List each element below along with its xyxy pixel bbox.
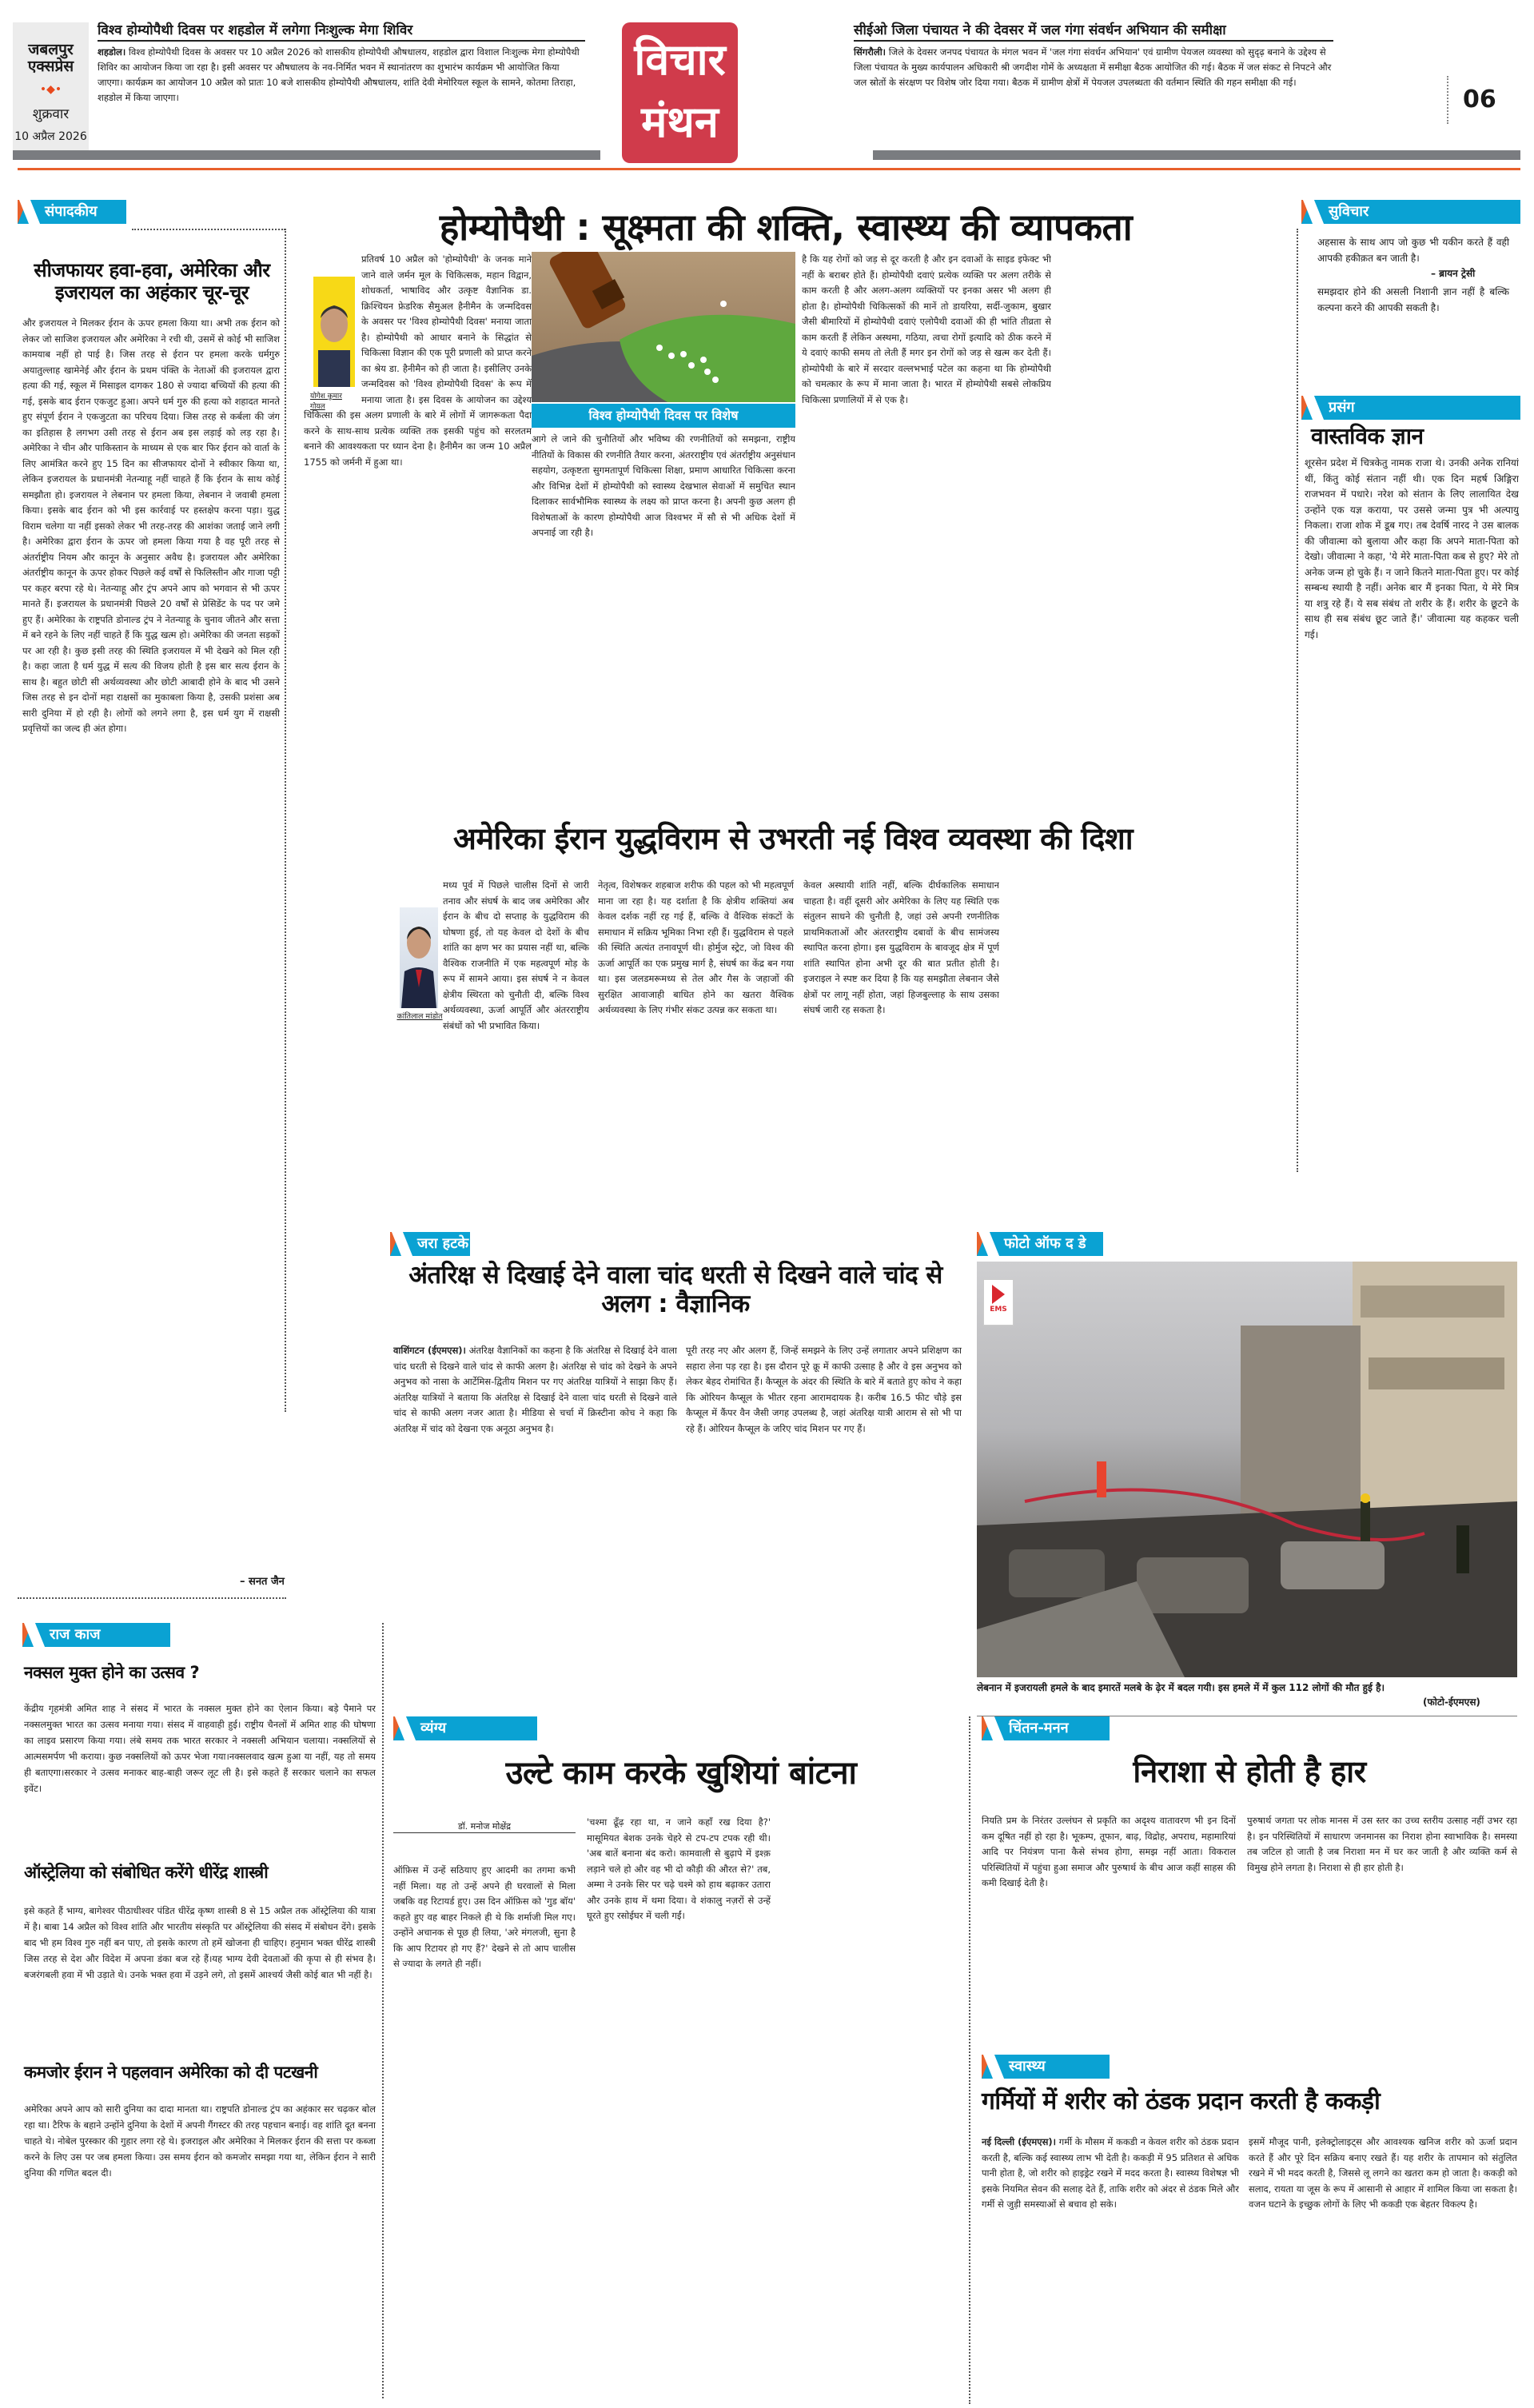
tag-zara-hatke: जरा हटके [390, 1232, 470, 1256]
divider [18, 1597, 286, 1599]
photo-credit: (फोटो-ईएमएस) [1423, 1696, 1480, 1708]
ceasefire-col1-text: मध्य पूर्व में पिछले चालीस दिनों से जारी तनाव और संघर्ष के बाद जब अमेरिका और ईरान के बीच दो सप्ताह के युद्धविराम की घोषणा हुई, तो यह केवल दो देशों के बीच शांति का क्षण भर का प्रयास नहीं था, बल्कि वैश्विक राजनीति में एक महत्वपूर्ण मोड़ के रूप में सामने आया। इस संघर्ष ने न केवल क्षेत्रीय स्थिरता को चुनौती दी, बल्कि विश्व अर्थव्यवस्था, ऊर्जा आपूर्ति और अंतरराष्ट्रीय संबंधों को भी प्रभावित किया। [443, 879, 589, 1031]
masthead-date-box [13, 22, 89, 150]
homeopathy-col1-text: प्रतिवर्ष 10 अप्रैल को 'होम्योपैथी' के जनक माने जाने वाले जर्मन मूल के चिकित्सक, महान विद्वान, शोधकर्ता, भाषाविद और उत्कृष्ट वैज्ञानिक डा. क्रिश्चियन फ्रेडरिक सैमुअल हैनीमैन के जन्मदिवस के अवसर पर 'विश्व होम्योपैथी दिवस' मनाया जाता है। होम्योपैथी को आधार बनाने के सिद्धांत से चिकित्सा विज्ञान की एक पूरी प्रणाली को प्राप्त करने का श्रेय डा. हैनीमैन को ही जाता है। इसीलिए उनके जन्मदिवस को 'विश्व होम्योपैथी दिवस' के रूप में मनाया जाता है। इस दिवस के आयोजन का उद्देश्य चिकित्सा की इस अलग प्रणाली के बारे में लोगों में जागरूकता पैदा करने के साथ-साथ प्रत्येक व्यक्ति तक इसकी पहुंच को सरलतम बनाने की आवश्यकता पर ध्यान देना है। हैनीमैन का जन्म 10 अप्रैल 1755 को जर्मनी में हुआ था। [304, 253, 532, 468]
ceasefire-headline[interactable]: अमेरिका ईरान युद्धविराम से उभरती नई विश्व व्यवस्था की दिशा [452, 821, 1134, 856]
vyangya-col2: 'चश्मा ढूँढ़ रहा था, न जाने कहाँ रख दिया है?' मासूमियत बेशक उनके चेहरे से टप-टप टपक रही थी। 'अब बातें बनाना बंद करो। कामवाली से बुढ़ापे में इश्क़ लड़ाने चले हो और वह भी दो कौड़ी की औरत से?' तब, अम्मा ने उनके सिर पर चढ़े चश्मे को हाथ बढ़ाकर उतारा और उनके हाथ में थमा दिया। वे शंकालु नज़रों से उन्हें घूरते हुए रसोईघर में चली गईं। [587, 1816, 771, 1921]
brief-left-headline[interactable]: विश्व होम्योपैथी दिवस पर शहडोल में लगेगा निःशुल्क मेगा शिविर [98, 22, 585, 42]
tag-chintan-manan: चिंतन-मनन [982, 1716, 1110, 1740]
photo-float-spacer [304, 252, 361, 400]
suvichar-quote-1: अहसास के साथ आप जो कुछ भी यकीन करते हैं वही आपकी हकीक़त बन जाती है। [1317, 237, 1509, 264]
tag-swasthya: स्वास्थ्य [982, 2055, 1110, 2079]
diamond-ornament-icon: •◆• [39, 82, 62, 96]
tag-suvichar: सुविचार [1301, 200, 1520, 224]
swasthya-headline[interactable]: गर्मियों में शरीर को ठंडक प्रदान करती है ककड़ी [982, 2087, 1381, 2115]
moon-col1-text: अंतरिक्ष वैज्ञानिकों का कहना है कि अंतरिक्ष से दिखाई देने वाला चांद धरती से दिखने वाले चांद से काफी अलग है। अंतरिक्ष से चांद को देखने के अपने अनुभव को नासा के आर्टेमिस-द्वितीय मिशन पर गए अंतरिक्ष यात्रियों ने साझा किए हैं। अंतरिक्ष यात्रियों ने बताया कि अंतरिक्ष से दिखाई देने वाला चांद धरती से दिखने वाले चांद से काफी अलग नजर आता है। मीडिया से चर्चा में क्रिस्टीना कोच ने कहा कि अंतरिक्ष में चांद को देखना एक अनूठा अनुभव है। [393, 1345, 677, 1434]
ems-logo-icon [992, 1285, 1005, 1304]
homeopathy-headline[interactable]: होम्योपैथी : सूक्ष्मता की शक्ति, स्वास्थ्य की व्यापकता [439, 205, 1133, 249]
swasthya-col1-text: गर्मी के मौसम में ककडी न केवल शरीर को ठंडक प्रदान करती है, बल्कि कई स्वास्थ्य लाभ भी देती है। ककड़ी में 95 प्रतिशत से अधिक पानी होता है, जो शरीर को हाइड्रेट रखने में मदद करता है। स्वास्थ्य विशेषज्ञ भी इसके नियमित सेवन की सलाह देते हैं, ताकि शरीर को अंदर से ठंडक मिले और गर्मी से जुड़ी समस्याओं से बचाव हो सके। [982, 2136, 1239, 2210]
rajkaaj-body-2: इसे कहते हैं भाग्य, बागेश्वर पीठाधीश्वर पंडित धीरेंद्र कृष्ण शास्त्री 8 से 15 अप्रैल तक ऑस्ट्रेलिया की यात्रा में है। बाबा 14 अप्रैल को विश्व शांति और भारतीय संस्कृति पर ऑस्ट्रेलिया की संसद में संबोधन देंगे। इसके बाद भी हम विश्व गुरु नहीं बन पाए, तो इसके कारण तो हमें खोजना ही चाहिए। हनुमान भक्त धीरेंद्र शास्त्री जिस तरह से देश और विदेश में अपना डंका बज रहे हैं।यह भाग्य देवी देवताओं की कृपा से ही संभव है। बजरंगबली हवा में भी उड़ाते थे। उनके भक्त हवा में उड़ने लगे, तो इसमें आश्चर्य जैसी कोई बात भी नहीं है। [24, 1905, 376, 1980]
swasthya-col2: इसमें मौजूद पानी, इलेक्ट्रोलाइट्स और आवश्यक खनिज शरीर को ऊर्जा प्रदान करते हैं और पूरे दिन सक्रिय बनाए रखते हैं। यह शरीर के तापमान को संतुलित रखने में भी मदद करती है, जिससे लू लगने का खतरा कम हो जाता है। ककड़ी को सलाद, रायता या जूस के रूप में आसानी से आहार में शामिल किया जा सकता है। वजन घटाने के इच्छुक लोगों के लिए भी ककडी एक बेहतर विकल्प है। [1249, 2136, 1517, 2210]
rajkaaj-headline-1[interactable]: नक्सल मुक्त होने का उत्सव ? [24, 1663, 200, 1682]
photo-caption: लेबनान में इजरायली हमले के बाद इमारतें मलबे के ढ़ेर में बदल गयी। इस हमले में में कुल 112 लोगों की मौत हुई है। [977, 1682, 1385, 1693]
ems-badge-text: EMS [990, 1306, 1007, 1314]
brief-left-dateline: शहडोल। [98, 46, 126, 58]
tag-vyangya: व्यंग्य [393, 1716, 537, 1740]
editorial-author: – सनत जैन [240, 1576, 285, 1588]
homeopathy-author: योगेश कुमार गोयल [310, 393, 342, 411]
editorial-headline[interactable]: सीजफायर हवा-हवा, अमेरिका और इजरायल का अहंकार चूर-चूर [34, 259, 270, 304]
ceasefire-col1 [393, 878, 589, 1218]
homeopathy-col3: है कि यह रोगों को जड़ से दूर करती है और इन दवाओं के साइड इफेक्ट भी नहीं के बराबर होते हैं। होम्योपैथी दवाएं प्रत्येक व्यक्ति पर अलग तरीके से काम करती है और अलग-अलग व्यक्तियों पर इनका असर भी अलग ही होता है। होम्योपैथी चिकित्सकों की मानें तो डायरिया, सर्दी-जुकाम, बुखार जैसी बीमारियों में होम्योपैथी दवाएं एलोपैथी दवाओं की ही भांति तीव्रता से काम करती हैं लेकिन अस्थमा, गठिया, त्वचा रोगों इत्यादि को ठीक करने में ये दवाएं काफी समय तो लेती हैं मगर इन रोगों को जड़ से खत्म कर देती हैं। होम्योपैथी के बारे में सरदार वल्लभभाई पटेल का कहना था कि होम्योपैथी को चमत्कार के रूप में माना जाता है। भारत में होम्योपैथी सबसे लोकप्रिय चिकित्सा प्रणालियों में से एक है। [802, 253, 1051, 405]
swasthya-col1 [982, 2135, 1239, 2398]
page-number: 06 [1447, 76, 1496, 124]
editorial-body: और इजरायल ने मिलकर ईरान के ऊपर हमला किया था। अभी तक ईरान को लेकर जो साजिश इजरायल और अमेरिका ने रची थी, उसमें से कोई भी साजिश कामयाब नहीं हो पाई है। जिस तरह से ईरान पर हमला करके धर्मगुरु अयातुल्लाह खामेनेई और ईरान के प्रथम पंक्ति के नेताओं की इजरायल द्वारा हत्या की गई, स्कूल में मिसाइल दागकर 180 से ज्यादा बच्चियों की हत्या की गई, इसके बाद ईरान एकजुट हुआ। अपने धर्म गुरु की हत्या को शहादत मानते हुए संपूर्ण ईरान ने एकजुटता का परिचय दिया। जिस तरह से कर्बला की जंग का इतिहास है लगभग उसी तरह से ईरान अब इस लड़ाई को लड़ रहा है। अमेरिका ने चीन और पाकिस्तान के माध्यम से एक बार फिर ईरान को वार्ता के लिए आमंत्रित करने हुए 15 दिन का सीजफायर दोनों ने स्वीकार किया था, लेकिन इजरायल के प्रधानमंत्री नेतन्याहू नहीं चाहते हैं कि ईरान के साथ कोई समझौता हो। इजरायल ने लेबनान पर हमला किया, लेबनान ने जवाबी हमला किया। इसके बाद ईरान को भी इस कार्रवाई पर हस्तक्षेप करना पड़ा। युद्ध विराम चलेगा या नहीं इसको लेकर भी तरह-तरह की आशंका जताई जाने लगी है। अमेरिका द्वारा ईरान के ऊपर जो हमला किया गया है वह पूरी तरह से अंतर्राष्ट्रीय नियम और कानून के अनुसार अवैध है। इजरायल और अमेरिका अंतर्राष्ट्रीय कानून के ऊपर होकर पिछले कई वर्षों से फिलिस्तीन और गाजा पट्टी पर कहर बरपा रहे थे। नेतन्याहू और ट्रंप अपने आप को भगवान से भी ऊपर मानते हैं। इजरायल के प्रधानमंत्री पिछले 20 वर्षों से प्रेसिडेंट के पद पर जमे हुए हैं। अमेरिका के राष्ट्रपति डोनाल्ड ट्रंप ने नेतन्याहू के चुनाव जीतने और सत्ता में बने रहने के लिए नहीं चाहते हैं कि युद्ध खत्म हो। अमेरिका की जनता सड़कों पर आ रही है। कुछ इसी तरह की स्थिति इजरायल में भी देखने को मिल रही है। कहा जाता है धर्म युद्ध में सत्य की विजय होती है इस बार सत्य ईरान के साथ है। बहुत छोटी सी अर्थव्यवस्था और छोटी आबादी होने के बाद भी उसने जिस तरह से इन दोनों महा राक्षसों का मुकाबला किया है, उसकी प्रशंसा अब सारी दुनिया में हो रही है। लोगों को लगने लगा है, इस धर्म युग में राक्षसी प्रवृत्तियों का जल्द ही अंत होगा। [22, 317, 280, 734]
ems-badge [983, 1279, 1014, 1326]
masthead-day: शुक्रवार [32, 106, 70, 122]
prasang-body: शूरसेन प्रदेश में चित्रकेतु नामक राजा थे। उनकी अनेक रानियां थीं, किंतु कोई संतान नहीं थी। एक दिन महर्ष अिङ्गिरा राजभवन में पधारे। नरेश को संतान के लिए लालायित देख उन्होंने एक यज्ञ कराया, पर उससे जन्मा पुत्र भी अल्पायु निकला। राजा शोक में डूब गए। तब देवर्षि नारद ने उस बालक की जीवात्मा को बुलाया और कहा कि अपने माता-पिता को देखो। जीवात्मा ने कहा, 'ये मेरे माता-पिता कब से हुए? मेरे तो अनेक जन्म हो चुके हैं। न जाने कितने माता-पिता हुए। पर कोई सम्बन्ध स्थायी है नहीं। अनेक बार मैं इनका पिता, ये मेरे मित्र या शत्रु रहे हैं। ये सब संबंध तो शरीर के हैं। शरीर के छूटने के साथ ही सब संबंध छूट जाते हैं।' जीवात्मा यह कहकर चली गई। [1305, 457, 1519, 640]
section-logo [622, 22, 738, 163]
homeopathy-bottle-leaf-illustration [532, 252, 795, 402]
moon-col1 [393, 1343, 677, 1687]
moon-col2: पूरी तरह नए और अलग हैं, जिन्हें समझने के लिए उन्हें लगातार अपने प्रशिक्षण का सहारा लेना पड़ रहा है। इस दौरान पूरे क्रू में काफी उत्साह है और वे इस अनुभव को लेकर बेहद रोमांचित हैं। कैप्सूल के अंदर की स्थिति के बारे में बताते हुए कोच ने कहा कि ओरियन कैप्सूल के भीतर रहना आरामदायक है। करीब 16.5 फीट चौड़े इस कैप्सूल में कैंपर वैन जैसी जगह उपलब्ध है, जहां अंतरिक्ष यात्री आराम से सो भी पा रहे हैं। ओरियन कैप्सूल के जरिए चांद मिशन पर गए हैं। [686, 1345, 962, 1434]
vyangya-headline[interactable]: उल्टे काम करके खुशियां बांटना [505, 1755, 857, 1792]
suvichar-quote-2: समझदार होने की असली निशानी ज्ञान नहीं है बल्कि कल्पना करने की आपकी सकती है। [1317, 286, 1509, 313]
brief-right-headline[interactable]: सीईओ जिला पंचायत ने की देवसर में जल गंगा संवर्धन अभियान की समीक्षा [854, 22, 1333, 42]
tag-editorial: संपादकीय [18, 200, 126, 224]
tag-prasang: प्रसंग [1301, 396, 1520, 420]
header-rule [18, 168, 1520, 170]
brief-right-dateline: सिंगरौली। [854, 46, 887, 58]
ceasefire-col4 [1009, 878, 1289, 1218]
moon-dateline: वाशिंगटन (ईएमएस)। [393, 1345, 466, 1356]
masthead-date: 10 अप्रैल 2026 [14, 130, 87, 143]
brief-left-text: विश्व होम्योपैथी दिवस के अवसर पर 10 अप्रैल 2026 को शासकीय होम्योपैथी औषधालय, शहडोल द्वारा विशाल निःशुल्क मेगा होम्योपैथी शिविर का आयोजन किया जा रहा है। इसी अवसर पर औषधालय के नव-निर्मित भवन में स्थानांतरण का शुभारंभ कार्यक्रम भी आयोजित किया जाएगा। कार्यक्रम का आयोजन 10 अप्रैल को प्रातः 10 बजे शासकीय होम्योपैथी औषधालय, शांति देवी मेमोरियल स्कूल के सामने, कोतमा तिराहा, शहडोल में किया जाएगा। [98, 46, 580, 104]
photo-float-spacer [393, 895, 443, 1047]
rajkaaj-headline-3[interactable]: कमजोर ईरान ने पहलवान अमेरिका को दी पटखनी [24, 2063, 318, 2082]
logo-line-2: मंथन [641, 97, 719, 147]
brief-right [854, 22, 1333, 90]
divider [132, 229, 285, 230]
header-gray-bar-left [13, 150, 600, 160]
divider [969, 1716, 970, 2404]
rubble-scene-illustration [977, 1262, 1517, 1677]
brief-left [98, 22, 585, 106]
homeopathy-image-caption: विश्व होम्योपैथी दिवस पर विशेष [532, 404, 795, 428]
chintan-col2: पुरुषार्थ जगता पर लोक मानस में उस स्तर का उच्च स्तरीय उत्साह नहीं उभर रहा है। इन परिस्थितियों में साधारण जनमानस का निराश होना स्वाभाविक है। समस्या तब जटिल हो जाती है जब निराशा मन में घर कर जाती है और व्यक्ति कर्म से विमुख होने लगता है। निराशा से ही हार होती है। [1247, 1815, 1517, 1873]
tag-raj-kaaj: राज काज [22, 1623, 170, 1647]
tag-photo-of-day: फोटो ऑफ द डे [977, 1232, 1103, 1256]
suvichar-quote-1-author: – ब्रायन ट्रेसी [1431, 268, 1476, 279]
homeopathy-col2: आगे ले जाने की चुनौतियों और भविष्य की रणनीतियों को समझना, राष्ट्रीय नीतियों के विकास की रणनीति तैयार करना, अंतरराष्ट्रीय एवं अंतर्राष्ट्रीय अनुसंधान सहयोग, उत्कृष्टता सुगमतापूर्ण चिकित्सा शिक्षा, प्रमाण आधारित चिकित्सा करना और विभिन्न देशों में होम्योपैथी को स्वास्थ्य देखभाल सेवाओं में समुचित स्थान दिलाकर सार्वभौमिक स्वास्थ्य के लक्ष्य को प्राप्त करना है। अपनी कुछ अलग ही विशेषताओं के कारण होम्योपैथी आज विश्वभर में सौ से भी अधिक देशों में अपनाई जा रही है। [532, 433, 795, 538]
logo-line-1: विचार [634, 34, 726, 85]
vyangya-col1: ऑफ़िस में उन्हें सठियाए हुए आदमी का तगमा कभी नहीं मिला। यह तो उन्हें अपने ही घरवालों से मिला जबकि वह रिटायर्ड हुए। उस दिन ऑफ़िस को 'गुड बॉय' कहते हुए वह बाहर निकले ही थे कि शर्माजी मिल गए। उन्होंने अचानक से पूछ ही लिया, 'अरे मंगलजी, सुना है कि आप रिटायर हो गए हैं?' देखने से तो आप चालीस से ज्यादा के लगते ही नहीं। [393, 1864, 576, 1969]
paper-name: जबलपुर एक्सप्रेस [27, 41, 74, 75]
chintan-headline[interactable]: निराशा से होती है हार [1133, 1754, 1366, 1789]
ceasefire-col3: केवल अस्थायी शांति नहीं, बल्कि दीर्घकालिक समाधान चाहता है। वहीं दूसरी ओर अमेरिका के लिए यह स्थिति एक संतुलन साधने की चुनौती है, जहां उसे अपनी रणनीतिक प्राथमिकताओं और अंतरराष्ट्रीय दबावों के बीच सामंजस्य स्थापित करना होगा। इस युद्धविराम के बावजूद क्षेत्र में पूर्ण शांति स्थापित होना अभी दूर की बात प्रतीत होती है। इजराइल ने स्पष्ट कर दिया है कि यह समझौता लेबनान जैसे क्षेत्रों पर लागू नहीं होता, जहां हिजबुल्लाह के साथ उसका संघर्ष जारी रह सकता है। [803, 879, 999, 1015]
header-gray-bar-right [873, 150, 1520, 160]
divider [285, 229, 286, 1412]
swasthya-dateline: नई दिल्ली (ईएमएस)। [982, 2136, 1057, 2147]
vyangya-author: डॉ. मनोज मोक्षेंद्र [393, 1819, 576, 1833]
homeopathy-image [532, 252, 795, 402]
chintan-col1: नियति प्रम के निरंतर उल्लंघन से प्रकृति का अदृश्य वातावरण भी इन दिनों कम दूषित नहीं हो रहा है। भूकम्प, तूफान, बाढ़, विद्रोह, अपराध, महामारियां आदि पर नियंत्रण पाना कैसे संभव होगा, समझ नहीं आता। विकराल परिस्थितियों में पहुंचा हुआ समाज और पुरुषार्थ के बीच आज कहीं साहस की कमी दिखाई देती है। [982, 1815, 1236, 1888]
homeopathy-col1 [304, 252, 532, 592]
moon-headline[interactable]: अंतरिक्ष से दिखाई देने वाला चांद धरती से दिखने वाले चांद से अलग : वैज्ञानिक [408, 1261, 942, 1318]
ceasefire-col2: नेतृत्व, विशेषकर शहबाज शरीफ की पहल को भी महत्वपूर्ण माना जा रहा है। यह दर्शाता है कि क्षेत्रीय शक्तियां अब केवल दर्शक नहीं रह गई हैं, बल्कि वे वैश्विक संकटों के समाधान में सक्रिय भूमिका निभा रही हैं। युद्धविराम से पहले की स्थिति अत्यंत तनावपूर्ण थी। होर्मुज स्ट्रेट, जो विश्व की ऊर्जा आपूर्ति का एक प्रमुख मार्ग है, संघर्ष का केंद्र बन गया था। इस जलडमरूमध्य से तेल और गैस के जहाजों की सुरक्षित आवाजाही बाधित होने का खतरा वैश्विक अर्थव्यवस्था के लिए गंभीर संकट उत्पन्न कर सकता था। [598, 879, 794, 1015]
prasang-headline[interactable]: वास्तविक ज्ञान [1311, 423, 1424, 449]
rajkaaj-body-1: केंद्रीय गृहमंत्री अमित शाह ने संसद में भारत के नक्सल मुक्त होने का ऐलान किया। बड़े पैमाने पर नक्सलमुक्त भारत का उत्सव मनाया गया। संसद में वाहवाही हुई। राष्ट्रीय चैनलों में अमित शाह की घोषणा का लाइव प्रसारण किया गया। लंबे समय तक भारत सरकार ने नक्सली अभियान चलाया। नक्सलियों से आत्मसमर्पण भी कराया। कुछ नक्सलियों को ऊपर भेजा गया।नक्सलवाद खत्म हुआ या नहीं, यह तो समय ही बताएगा।सरकार ने उत्सव मनाकर बाह-बाही जरूर लूट ली है। इसे कहते हैं सरकार चलाने का सफल इवेंट। [24, 1703, 376, 1794]
brief-right-text: जिले के देवसर जनपद पंचायत के मंगल भवन में 'जल गंगा संवर्धन अभियान' एवं ग्रामीण पेयजल व्यवस्था को सुदृढ़ बनाने के उद्देश्य से जिला पंचायत के मुख्य कार्यपालन अधिकारी श्री जगदीश गोमें के अध्यक्षता में समीक्षा बैठक आयोजित की गई। बैठक में जल संकट से निपटने और जल स्रोतों के संरक्षण पर विशेष जोर दिया गया। बैठक में ग्रामीण क्षेत्रों में पेयजल उपलब्धता की वर्तमान स्थिति की गहन समीक्षा की गई। [854, 46, 1332, 89]
divider [382, 1623, 384, 2398]
rajkaaj-headline-2[interactable]: ऑस्ट्रेलिया को संबोधित करेंगे धीरेंद्र शास्त्री [24, 1863, 269, 1882]
rajkaaj-body-3: अमेरिका अपने आप को सारी दुनिया का दादा मानता था। राष्ट्रपति डोनाल्ड ट्रंप का अहंकार सर चढ़कर बोल रहा था। टैरिफ के बहाने उन्होंने दुनिया के देशों में अपनी गैंगस्टर की तरह पहचान बनाई। वह शांति दूत बनना चाहते थे। नोबेल पुरस्कार की गुहार लगा रहे थे। इजराइल और अमेरिका ने मिलकर ईरान की सत्ता पर कब्जा करने के लिए उस पर जब हमला किया। उस समय ईरान को कमजोर समझा गया था, लेकिन ईरान ने सारी दुनिया की गणित बदल दी। [24, 2103, 376, 2179]
ceasefire-author: कांतिलाल मांडोत [396, 1012, 443, 1021]
photo-of-day-image [977, 1262, 1517, 1677]
divider [1297, 229, 1298, 1172]
